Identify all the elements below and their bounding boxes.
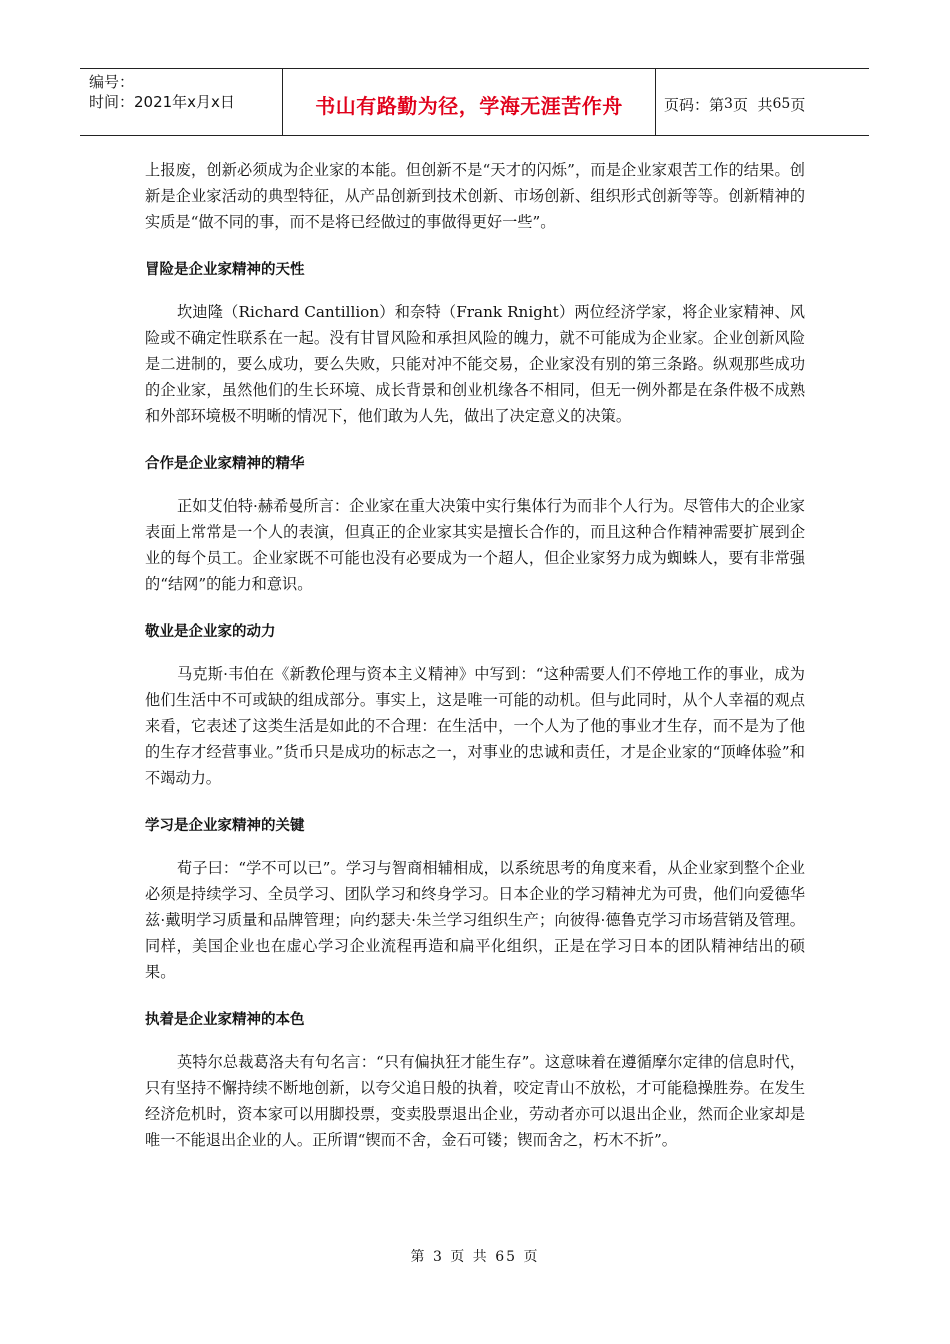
header-motto: 书山有路勤为径，学海无涯苦作舟 [315, 93, 623, 118]
section-paragraph-cooperation: 正如艾伯特·赫希曼所言：企业家在重大决策中实行集体行为而非个人行为。尽管伟大的企业家表面上常常是一个人的表演，但真正的企业家其实是擅长合作的，而且这种合作精神需要扩展到企业的每个员工。企业家既不可能也没有必要成为一个超人，但企业家努力成为蜘蛛人，要有非常强的“结网”的能力和意识。 [145, 497, 805, 593]
header-motto-cell [283, 69, 656, 135]
document-date: 时间：2021年x月x日 [89, 93, 235, 111]
page-footer: 第 3 页 共 65 页 [410, 1249, 540, 1265]
section-heading-persistence: 执着是企业家精神的本色 [145, 1012, 305, 1028]
section-paragraph-dedication: 马克斯·韦伯在《新教伦理与资本主义精神》中写到：“这种需要人们不停地工作的事业，成为他们生活中不可或缺的组成部分。事实上，这是唯一可能的动机。但与此同时，从个人幸福的观点来看，它表述了这类生活是如此的不合理：在生活中，一个人为了他的事业才生存，而不是为了他的生存才经营事业。”货币只是成功的标志之一，对事业的忠诚和责任，才是企业家的“顶峰体验”和不竭动力。 [145, 665, 805, 787]
document-code-label: 编号： [89, 73, 135, 91]
intro-paragraph: 上报废，创新必须成为企业家的本能。但创新不是“天才的闪烁”，而是企业家艰苦工作的结果。创新是企业家活动的典型特征，从产品创新到技术创新、市场创新、组织形式创新等等。创新精神的实质是“做不同的事，而不是将已经做过的事做得更好一些”。 [145, 161, 805, 231]
page-suffix: 页 [790, 95, 806, 114]
document-body [145, 157, 805, 1153]
section-heading-learning: 学习是企业家精神的关键 [145, 818, 305, 834]
page-header [80, 68, 869, 136]
section-heading-dedication: 敬业是企业家的动力 [145, 624, 276, 640]
section-paragraph-persistence: 英特尔总裁葛洛夫有句名言：“只有偏执狂才能生存”。这意味着在遵循摩尔定律的信息时代，只有坚持不懈持续不断地创新，以夸父追日般的执着，咬定青山不放松，才可能稳操胜券。在发生经济危机时，资本家可以用脚投票，变卖股票退出企业，劳动者亦可以退出企业，然而企业家却是唯一不能退出企业的人。正所谓“锲而不舍，金石可镂；锲而舍之，朽木不折”。 [145, 1053, 805, 1149]
section-paragraph-learning: 荀子曰：“学不可以已”。学习与智商相辅相成，以系统思考的角度来看，从企业家到整个企业必须是持续学习、全员学习、团队学习和终身学习。日本企业的学习精神尤为可贵，他们向爱德华兹·戴明学习质量和品牌管理；向约瑟夫·朱兰学习组织生产；向彼得·德鲁克学习市场营销及管理。同样，美国企业也在虚心学习企业流程再造和扁平化组织，正是在学习日本的团队精神结出的硕果。 [145, 859, 805, 981]
header-meta [80, 69, 283, 135]
section-paragraph-adventure: 坎迪隆（Richard Cantillion）和奈特（Frank Rnight）两位经济学家，将企业家精神、风险或不确定性联系在一起。没有甘冒风险和承担风险的魄力，就不可能成为企业家。企业创新风险是二进制的，要么成功，要么失败，只能对冲不能交易，企业家没有别的第三条路。纵观那些成功的企业家，虽然他们的生长环境、成长背景和创业机缘各不相同，但无一例外都是在条件极不成熟和外部环境极不明晰的情况下，他们敢为人先，做出了决定意义的决策。 [145, 303, 805, 425]
section-heading-cooperation: 合作是企业家精神的精华 [145, 456, 305, 472]
section-heading-adventure: 冒险是企业家精神的天性 [145, 262, 305, 278]
header-page-indicator [656, 69, 869, 135]
page-prefix: 页码：第 [664, 95, 725, 114]
page-mid: 页 共 [732, 95, 773, 114]
page-number: 3 [724, 96, 733, 112]
page-total: 65 [772, 96, 791, 112]
